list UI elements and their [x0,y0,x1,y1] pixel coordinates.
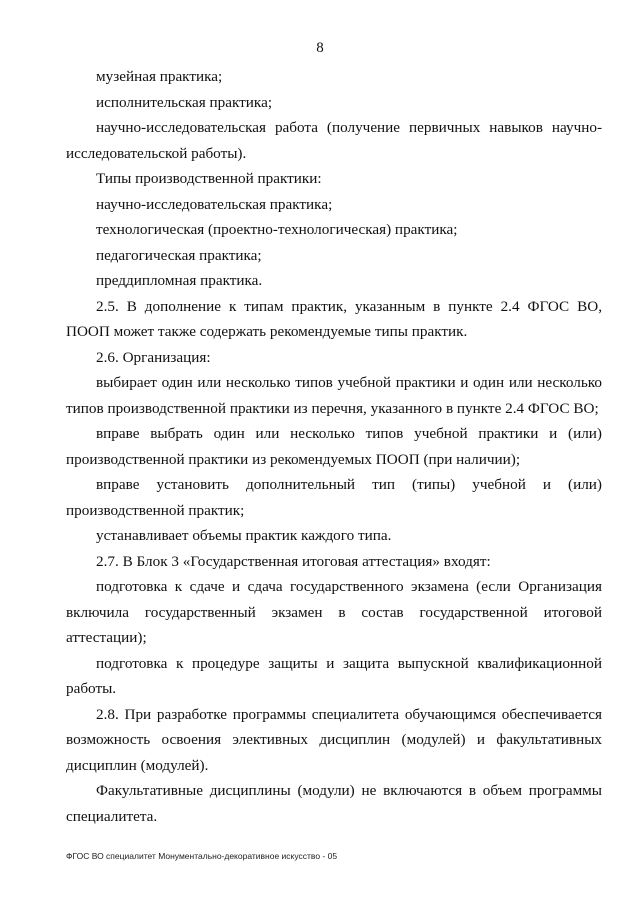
document-body [66,64,602,829]
paragraph: выбирает один или несколько типов учебной практики и один или несколько типов производственной практики из перечня, указанного в пункте 2.4 ФГОС ВО; [66,374,602,417]
paragraph: Типы производственной практики: [96,170,322,187]
paragraph: преддипломная практика. [96,272,263,289]
paragraph: вправе выбрать один или несколько типов учебной практики и (или) производственной практики из рекомендуемых ПООП (при наличии); [66,425,602,468]
paragraph: Факультативные дисциплины (модули) не включаются в объем программы специалитета. [66,782,602,825]
section-paragraph: 2.5. В дополнение к типам практик, указанным в пункте 2.4 ФГОС ВО, ПООП может также содержать рекомендуемые типы практик. [66,297,602,340]
paragraph: вправе установить дополнительный тип (типы) учебной и (или) производственной практик; [66,476,602,519]
page-footer: ФГОС ВО специалитет Монументально-декоративное искусство - 05 [66,851,338,861]
paragraph: подготовка к процедуре защиты и защита выпускной квалификационной работы. [66,654,602,697]
paragraph: научно-исследовательская работа (получение первичных навыков научно-исследовательской работы). [66,119,602,162]
page-number: 8 [316,40,324,56]
paragraph: музейная практика; [96,68,223,85]
paragraph: технологическая (проектно-технологическая) практика; [96,221,458,238]
paragraph: устанавливает объемы практик каждого типа. [96,527,392,544]
section-paragraph: 2.6. Организация: [96,348,211,366]
paragraph: исполнительская практика; [96,93,273,111]
paragraph: подготовка к сдаче и сдача государственного экзамена (если Организация включила государственный экзамен в состав государственной итоговой аттестации); [66,578,602,646]
paragraph: педагогическая практика; [96,246,262,264]
section-paragraph: 2.7. В Блок 3 «Государственная итоговая аттестация» входят: [96,552,491,570]
section-paragraph: 2.8. При разработке программы специалитета обучающимся обеспечивается возможность освоения элективных дисциплин (модулей) и факультативных дисциплин (модулей). [66,705,602,774]
paragraph: научно-исследовательская практика; [96,195,333,213]
